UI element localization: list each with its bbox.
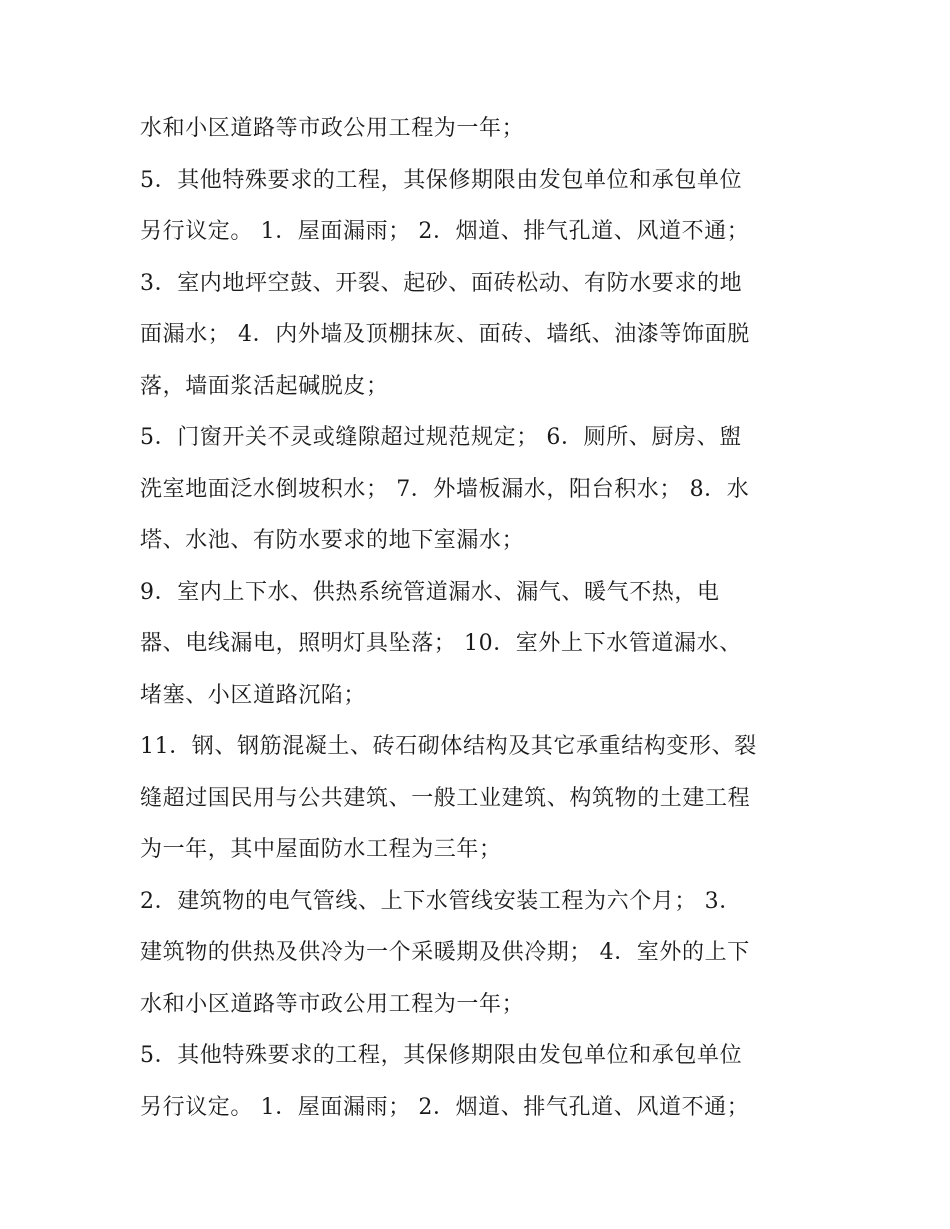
text-line: 5．其他特殊要求的工程，其保修期限由发包单位和承包单位 [140,167,743,193]
text-line: 9．室内上下水、供热系统管道漏水、漏气、暖气不热，电 [140,579,720,605]
text-line: 面漏水； 4．内外墙及顶棚抹灰、面砖、墙纸、油漆等饰面脱 [140,322,750,347]
text-line: 为一年，其中屋面防水工程为三年； [140,837,502,862]
text-line: 水和小区道路等市政公用工程为一年； [140,116,525,141]
text-line: 器、电线漏电，照明灯具坠落； 10．室外上下水管道漏水、 [140,631,742,656]
document-body [140,103,830,1133]
text-line: 缝超过国民用与公共建筑、一般工业建筑、构筑物的土建工程 [140,785,751,811]
text-line: 5．门窗开关不灵或缝隙超过规范规定； 6．厕所、厨房、盥 [140,425,742,450]
text-line: 2．建筑物的电气管线、上下水管线安装工程为六个月； 3． [140,888,742,914]
text-line: 5．其他特殊要求的工程，其保修期限由发包单位和承包单位 [140,1043,743,1068]
text-line: 落，墙面浆活起碱脱皮； [140,373,389,399]
text-line: 另行议定。 1．屋面漏雨； 2．烟道、排气孔道、风道不通； [140,219,750,244]
text-line: 塔、水池、有防水要求的地下室漏水； [140,528,525,553]
text-line: 3．室内地坪空鼓、开裂、起砂、面砖松动、有防水要求的地 [140,270,743,296]
text-line: 11．钢、钢筋混凝土、砖石砌体结构及其它承重结构变形、裂 [140,734,757,759]
text-line: 水和小区道路等市政公用工程为一年； [140,991,525,1017]
text-line: 洗室地面泛水倒坡积水； 7．外墙板漏水，阳台积水； 8．水 [140,476,750,502]
text-line: 堵塞、小区道路沉陷； [140,682,367,708]
text-line: 另行议定。 1．屋面漏雨； 2．烟道、排气孔道、风道不通； [140,1094,750,1120]
text-line: 建筑物的供热及供冷为一个采暖期及供冷期； 4．室外的上下 [140,940,750,965]
